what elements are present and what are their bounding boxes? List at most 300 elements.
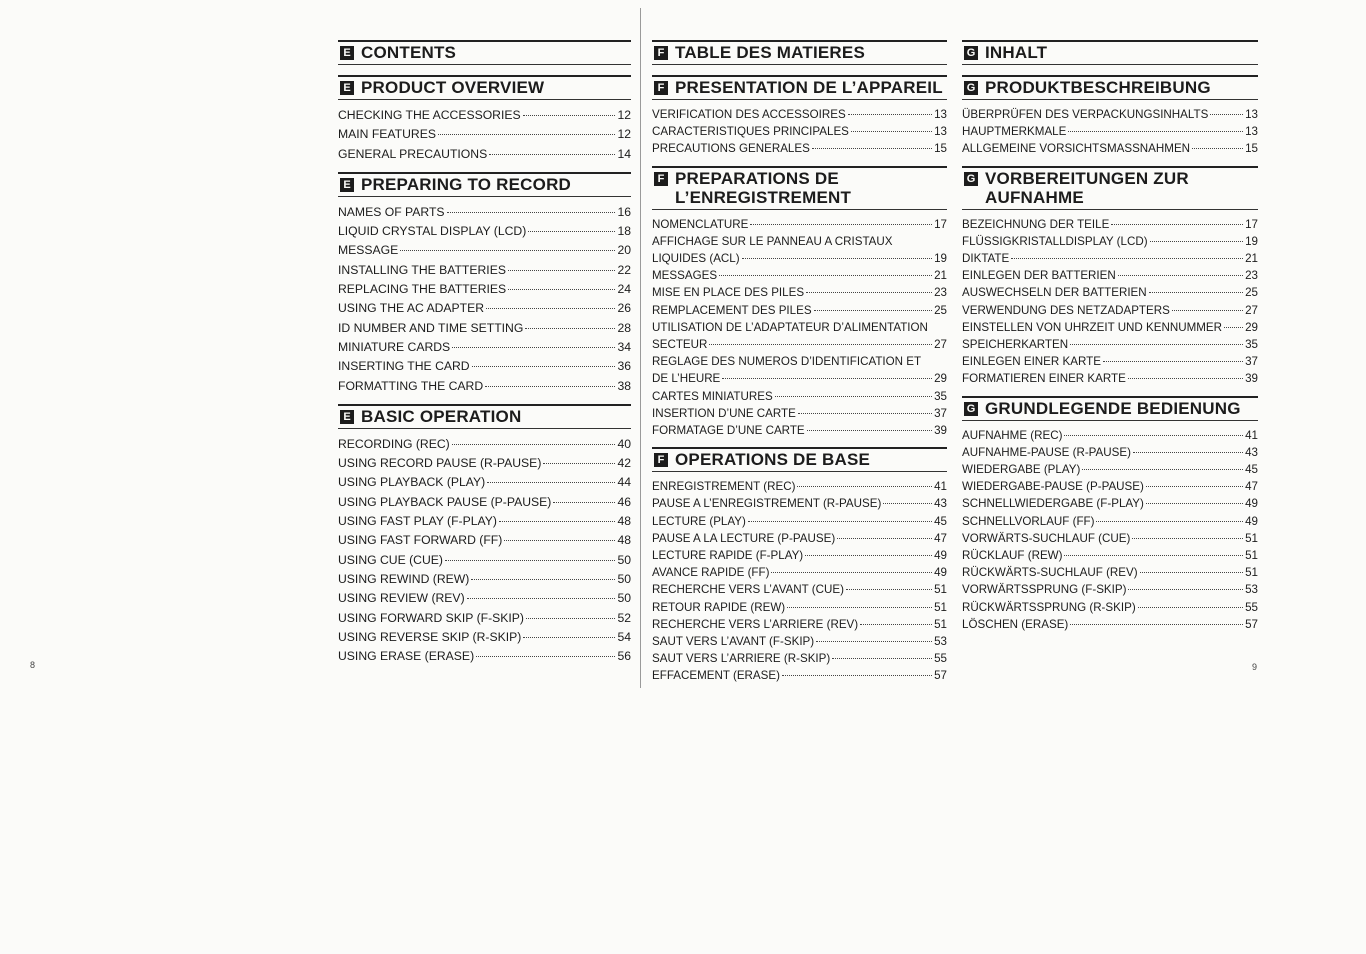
dot-leader [543, 463, 615, 464]
language-badge-e: E [340, 178, 354, 192]
toc-entry[interactable] [338, 319, 631, 338]
toc-entry-wrapped-line[interactable]: AFFICHAGE SUR LE PANNEAU A CRISTAUX [652, 234, 893, 248]
toc-entry[interactable] [338, 357, 631, 376]
toc-entry-label: DIKTATE [962, 252, 1010, 266]
toc-entry-page: 51 [934, 583, 947, 597]
page-number-right: 9 [1252, 662, 1258, 672]
toc-entry-wrapped-line[interactable]: UTILISATION DE L’ADAPTATEUR D’ALIMENTATION [652, 320, 928, 334]
toc-entry-page: 29 [1245, 320, 1258, 334]
toc-entry-page: 57 [934, 669, 947, 683]
language-badge-e: E [340, 46, 354, 60]
language-badge-g: G [964, 81, 978, 95]
toc-entry-page: 37 [934, 406, 947, 420]
toc-entry-page: 49 [934, 566, 947, 580]
toc-entry-page: 51 [934, 617, 947, 631]
toc-entry[interactable] [962, 353, 1258, 370]
toc-list-operations [652, 478, 947, 684]
dot-leader [1082, 469, 1243, 470]
toc-entry-page: 48 [617, 514, 631, 529]
toc-entry-page: 56 [617, 649, 631, 664]
dot-leader [1150, 241, 1244, 242]
dot-leader [832, 658, 932, 659]
toc-entry-page: 51 [1245, 549, 1258, 563]
dot-leader [447, 212, 616, 213]
toc-entry-label: PRECAUTIONS GENERALES [652, 142, 810, 156]
dot-leader [1128, 589, 1243, 590]
toc-entry-page: 15 [1245, 142, 1258, 156]
toc-entry[interactable] [338, 609, 631, 628]
toc-entry-page: 43 [934, 497, 947, 511]
toc-entry[interactable] [652, 267, 947, 284]
toc-entry-label: VORWÄRTSSPRUNG (F-SKIP) [962, 583, 1127, 597]
toc-entry[interactable] [338, 531, 631, 550]
dot-leader [523, 115, 616, 116]
toc-entry[interactable] [962, 495, 1258, 512]
toc-entry-page: 15 [934, 142, 947, 156]
toc-entry-page: 25 [1245, 286, 1258, 300]
toc-entry[interactable] [652, 140, 947, 157]
section-title-line: PREPARATIONS DE [675, 168, 839, 188]
language-badge-f: F [654, 453, 668, 467]
toc-entry-label: VERIFICATION DES ACCESSOIRES [652, 108, 846, 121]
toc-entry[interactable] [962, 267, 1258, 284]
toc-entry-page: 18 [617, 224, 631, 239]
toc-entry[interactable] [652, 581, 947, 598]
toc-entry[interactable] [962, 216, 1258, 233]
toc-entry[interactable] [962, 461, 1258, 478]
toc-entry[interactable] [652, 564, 947, 581]
toc-entry[interactable] [338, 241, 631, 260]
language-badge-g: G [964, 402, 978, 416]
toc-entry-page: 49 [1245, 514, 1258, 528]
toc-entry-page: 43 [1245, 445, 1258, 459]
toc-entry-label: EINLEGEN DER BATTERIEN [962, 269, 1116, 283]
contents-heading [962, 40, 1258, 65]
dot-leader [504, 540, 615, 541]
toc-entry-page: 19 [934, 252, 947, 266]
toc-entry-label: INSTALLING THE BATTERIES [338, 262, 506, 277]
toc-entry[interactable] [338, 125, 631, 144]
toc-entry-label: USING REVIEW (REV) [338, 591, 465, 606]
toc-entry[interactable] [962, 233, 1258, 250]
toc-entry-label: SAUT VERS L’ARRIERE (R-SKIP) [652, 652, 831, 666]
dot-leader [1140, 572, 1243, 573]
toc-list-vorbereitungen [962, 216, 1258, 388]
section-title: OPERATIONS DE BASE [675, 450, 871, 470]
toc-entry[interactable] [652, 616, 947, 633]
toc-entry-page: 50 [617, 591, 631, 606]
toc-entry[interactable] [338, 493, 631, 512]
toc-entry[interactable] [338, 628, 631, 647]
toc-entry[interactable] [652, 633, 947, 650]
toc-entry-label: RECORDING (REC) [338, 436, 450, 451]
toc-entry-page: 26 [617, 301, 631, 316]
toc-entry[interactable] [338, 280, 631, 299]
toc-entry-label: REMPLACEMENT DES PILES [652, 303, 812, 317]
toc-entry[interactable] [652, 530, 947, 547]
toc-entry-page: 49 [1245, 497, 1258, 511]
toc-list-basic-operation [338, 435, 631, 667]
toc-entry[interactable] [338, 261, 631, 280]
dot-leader [485, 386, 615, 387]
toc-entry[interactable] [962, 530, 1258, 547]
toc-entry[interactable] [962, 123, 1258, 140]
dot-leader [722, 378, 932, 379]
toc-entry-label: USING REVERSE SKIP (R-SKIP) [338, 629, 522, 644]
toc-entry-label: AUFNAHME-PAUSE (R-PAUSE) [962, 445, 1131, 459]
toc-entry-label: USING THE AC ADAPTER [338, 301, 485, 316]
toc-entry-label: ENREGISTREMENT (REC) [652, 480, 796, 494]
toc-entry-label: INSERTING THE CARD [338, 359, 470, 374]
dot-leader [523, 637, 615, 638]
dot-leader [814, 310, 933, 311]
toc-entry[interactable] [652, 370, 947, 387]
toc-entry-label: ID NUMBER AND TIME SETTING [338, 320, 524, 335]
toc-entry[interactable] [338, 299, 631, 318]
toc-entry-label: GENERAL PRECAUTIONS [338, 146, 488, 161]
toc-entry[interactable] [338, 145, 631, 164]
toc-entry[interactable] [338, 435, 631, 454]
toc-entry-page: 48 [617, 533, 631, 548]
dot-leader [487, 482, 615, 483]
toc-entry[interactable] [338, 647, 631, 666]
toc-entry[interactable] [338, 377, 631, 396]
section-heading-vorbereitungen [962, 166, 1258, 210]
toc-entry-label: BEZEICHNUNG DER TEILE [962, 217, 1110, 231]
toc-entry-label: USING PLAYBACK (PLAY) [338, 475, 486, 490]
dot-leader [1103, 361, 1243, 362]
toc-entry-page: 44 [617, 475, 631, 490]
toc-entry-page: 38 [617, 378, 631, 393]
section-title-line: AUFNAHME [985, 187, 1084, 207]
toc-entry-label: LECTURE (PLAY) [652, 514, 746, 528]
dot-leader [719, 275, 932, 276]
section-heading-grundlegende-bedienung [962, 396, 1258, 421]
toc-entry-label: USING RECORD PAUSE (R-PAUSE) [338, 456, 542, 471]
section-title: BASIC OPERATION [361, 406, 522, 426]
toc-entry-page: 24 [617, 282, 631, 297]
dot-leader [1132, 538, 1243, 539]
language-badge-g: G [964, 172, 978, 186]
toc-entry[interactable] [652, 388, 947, 405]
toc-entry-page: 23 [934, 286, 947, 300]
toc-entry[interactable] [652, 422, 947, 439]
toc-entry-label: ÜBERPRÜFEN DES VERPACKUNGSINHALTS [962, 108, 1209, 121]
dot-leader [1011, 258, 1243, 259]
toc-entry-page: 23 [1245, 269, 1258, 283]
toc-entry-label: RÜCKLAUF (REW) [962, 549, 1063, 563]
dot-leader [1128, 378, 1243, 379]
toc-entry-label: REPLACING THE BATTERIES [338, 282, 507, 297]
toc-entry-label: USING FAST PLAY (F-PLAY) [338, 514, 497, 529]
section-heading-basic-operation [338, 404, 631, 429]
toc-entry-page: 13 [934, 108, 947, 121]
toc-entry-page: 12 [617, 108, 631, 122]
dot-leader [1138, 607, 1243, 608]
toc-entry-page: 55 [1245, 600, 1258, 614]
toc-entry-label: USING ERASE (ERASE) [338, 649, 475, 664]
toc-list-preparations [652, 216, 947, 440]
toc-entry[interactable] [652, 250, 947, 267]
toc-entry[interactable] [962, 284, 1258, 301]
dot-leader [742, 258, 932, 259]
toc-entry-page: 14 [617, 146, 631, 161]
toc-entry-wrapped-line[interactable]: REGLAGE DES NUMEROS D’IDENTIFICATION ET [652, 355, 922, 369]
dot-leader [452, 444, 616, 445]
english-column [338, 40, 631, 674]
toc-entry[interactable] [338, 589, 631, 608]
toc-entry-page: 51 [1245, 531, 1258, 545]
toc-entry[interactable] [652, 495, 947, 512]
toc-entry[interactable] [652, 106, 947, 123]
toc-entry[interactable] [962, 581, 1258, 598]
toc-entry-page: 35 [934, 389, 947, 403]
dot-leader [445, 560, 615, 561]
language-badge-f: F [654, 172, 668, 186]
toc-entry-label: SECTEUR [652, 338, 708, 352]
dot-leader [1210, 114, 1243, 115]
toc-entry[interactable] [962, 478, 1258, 495]
toc-entry[interactable] [962, 427, 1258, 444]
toc-entry-label: LIQUID CRYSTAL DISPLAY (LCD) [338, 224, 527, 239]
toc-entry-label: RÜCKWÄRTSSPRUNG (R-SKIP) [962, 600, 1136, 614]
dot-leader [782, 675, 932, 676]
toc-entry[interactable] [338, 570, 631, 589]
dot-leader [816, 641, 932, 642]
dot-leader [1064, 435, 1243, 436]
toc-entry[interactable] [338, 106, 631, 125]
toc-entry-page: 21 [1245, 252, 1258, 266]
section-heading-product-overview [338, 75, 631, 100]
language-badge-e: E [340, 410, 354, 424]
toc-entry[interactable] [338, 203, 631, 222]
dot-leader [812, 148, 932, 149]
section-title [675, 169, 851, 207]
toc-entry[interactable] [962, 513, 1258, 530]
german-column [962, 40, 1258, 641]
toc-entry-page: 28 [617, 320, 631, 335]
toc-entry[interactable] [338, 512, 631, 531]
dot-leader [883, 503, 932, 504]
toc-entry[interactable] [652, 216, 947, 233]
dot-leader [486, 308, 615, 309]
toc-entry-label: ALLGEMEINE VORSICHTSMASSNAHMEN [962, 142, 1191, 156]
contents-title: TABLE DES MATIERES [675, 43, 865, 62]
dot-leader [1224, 327, 1243, 328]
toc-entry[interactable] [962, 444, 1258, 461]
toc-entry-label: INSERTION D’UNE CARTE [652, 406, 796, 420]
toc-entry[interactable] [338, 473, 631, 492]
toc-entry-label: MESSAGES [652, 269, 718, 283]
toc-entry-label: SPEICHERKARTEN [962, 338, 1069, 352]
toc-entry-page: 29 [934, 372, 947, 386]
toc-entry-label: RETOUR RAPIDE (REW) [652, 600, 786, 614]
dot-leader [472, 366, 616, 367]
section-heading-preparing-to-record [338, 172, 631, 197]
toc-entry-label: FORMATIEREN EINER KARTE [962, 372, 1126, 386]
section-heading-preparations [652, 166, 947, 210]
section-title: PRESENTATION DE L’APPAREIL [675, 78, 943, 97]
toc-entry-label: CARTES MINIATURES [652, 389, 773, 403]
toc-entry[interactable] [652, 336, 947, 353]
toc-entry-page: 20 [617, 243, 631, 258]
dot-leader [508, 270, 615, 271]
toc-entry[interactable] [962, 616, 1258, 633]
dot-leader [1068, 131, 1243, 132]
dot-leader [851, 131, 932, 132]
toc-entry-label: EINSTELLEN VON UHRZEIT UND KENNUMMER [962, 320, 1223, 334]
toc-entry-label: VERWENDUNG DES NETZADAPTERS [962, 303, 1170, 317]
dot-leader [1192, 148, 1243, 149]
toc-entry-label: USING PLAYBACK PAUSE (P-PAUSE) [338, 494, 552, 509]
toc-entry-label: EFFACEMENT (ERASE) [652, 669, 780, 683]
toc-entry-page: 45 [1245, 463, 1258, 477]
toc-entry[interactable] [652, 513, 947, 530]
section-heading-presentation [652, 75, 947, 100]
toc-entry-page: 45 [934, 514, 947, 528]
dot-leader [438, 134, 615, 135]
dot-leader [709, 344, 932, 345]
section-title: PREPARING TO RECORD [361, 174, 572, 194]
toc-entry-label: NAMES OF PARTS [338, 204, 445, 219]
dot-leader [806, 292, 932, 293]
toc-entry[interactable] [652, 123, 947, 140]
toc-entry-page: 27 [934, 338, 947, 352]
dot-leader [750, 224, 932, 225]
dot-leader [476, 656, 615, 657]
toc-entry-page: 50 [617, 552, 631, 567]
toc-entry[interactable] [338, 454, 631, 473]
toc-entry-page: 17 [934, 217, 947, 231]
dot-leader [499, 521, 616, 522]
dot-leader [400, 250, 615, 251]
toc-entry-page: 53 [1245, 583, 1258, 597]
toc-entry[interactable] [962, 370, 1258, 387]
language-badge-f: F [654, 81, 668, 95]
toc-entry-page: 25 [934, 303, 947, 317]
section-heading-operations [652, 447, 947, 472]
toc-list-grundlegende-bedienung [962, 427, 1258, 633]
toc-entry[interactable] [962, 547, 1258, 564]
toc-entry-page: 17 [1245, 217, 1258, 231]
section-title: PRODUKTBESCHREIBUNG [985, 78, 1211, 97]
toc-entry-label: HAUPTMERKMALE [962, 125, 1067, 139]
toc-entry[interactable] [652, 302, 947, 319]
toc-entry-label: WIEDERGABE-PAUSE (P-PAUSE) [962, 480, 1144, 494]
toc-entry[interactable] [962, 302, 1258, 319]
toc-entry-page: 13 [1245, 125, 1258, 139]
toc-entry-label: CHECKING THE ACCESSORIES [338, 108, 521, 122]
contents-heading [338, 40, 631, 65]
toc-entry[interactable] [338, 222, 631, 241]
toc-entry[interactable] [338, 551, 631, 570]
toc-entry[interactable] [962, 599, 1258, 616]
toc-entry-page: 52 [617, 610, 631, 625]
dot-leader [489, 154, 615, 155]
toc-entry-page: 47 [934, 531, 947, 545]
dot-leader [1064, 555, 1243, 556]
toc-entry-label: USING FORWARD SKIP (F-SKIP) [338, 610, 524, 625]
toc-entry-label: RÜCKWÄRTS-SUCHLAUF (REV) [962, 566, 1138, 580]
dot-leader [1096, 521, 1243, 522]
toc-entry-label: MAIN FEATURES [338, 127, 436, 142]
toc-entry-label: NOMENCLATURE [652, 217, 749, 231]
dot-leader [848, 114, 932, 115]
toc-entry[interactable] [338, 338, 631, 357]
toc-entry[interactable] [962, 106, 1258, 123]
toc-entry-label: PAUSE A L’ENREGISTREMENT (R-PAUSE) [652, 497, 882, 511]
dot-leader [1172, 310, 1243, 311]
section-title: GRUNDLEGENDE BEDIENUNG [985, 398, 1241, 418]
language-badge-f: F [654, 46, 668, 60]
section-title [985, 169, 1189, 207]
toc-entry[interactable] [962, 250, 1258, 267]
toc-entry-page: 42 [617, 456, 631, 471]
toc-entry-page: 50 [617, 571, 631, 586]
dot-leader [1149, 292, 1243, 293]
dot-leader [467, 598, 616, 599]
toc-entry-page: 41 [1245, 428, 1258, 442]
section-title: PRODUCT OVERVIEW [361, 78, 545, 97]
toc-entry[interactable] [962, 564, 1258, 581]
toc-entry-label: AUFNAHME (REC) [962, 428, 1063, 442]
toc-entry[interactable] [652, 284, 947, 301]
toc-entry[interactable] [962, 336, 1258, 353]
dot-leader [1070, 344, 1243, 345]
toc-entry[interactable] [652, 547, 947, 564]
toc-entry-page: 39 [1245, 372, 1258, 386]
toc-entry[interactable] [652, 599, 947, 616]
toc-entry[interactable] [652, 667, 947, 684]
toc-entry-page: 16 [617, 204, 631, 219]
toc-entry-page: 47 [1245, 480, 1258, 494]
toc-entry[interactable] [652, 650, 947, 667]
dot-leader [846, 589, 932, 590]
toc-entry-label: SAUT VERS L’AVANT (F-SKIP) [652, 635, 815, 649]
toc-entry-page: 55 [934, 652, 947, 666]
toc-entry-label: MINIATURE CARDS [338, 339, 451, 354]
dot-leader [787, 607, 932, 608]
toc-entry[interactable] [652, 405, 947, 422]
toc-list-product-overview [338, 106, 631, 164]
dot-leader [1133, 452, 1243, 453]
toc-entry-label: FLÜSSIGKRISTALLDISPLAY (LCD) [962, 234, 1148, 248]
contents-title: CONTENTS [361, 43, 457, 62]
toc-entry-page: 27 [1245, 303, 1258, 317]
toc-entry[interactable] [962, 140, 1258, 157]
toc-entry-label: EINLEGEN EINER KARTE [962, 355, 1101, 369]
toc-entry-page: 19 [1245, 234, 1258, 248]
dot-leader [805, 555, 932, 556]
toc-entry-label: MESSAGE [338, 243, 399, 258]
toc-list-presentation [652, 106, 947, 158]
language-badge-e: E [340, 81, 354, 95]
dot-leader [837, 538, 932, 539]
dot-leader [1146, 486, 1243, 487]
toc-entry[interactable] [962, 319, 1258, 336]
toc-entry[interactable] [652, 478, 947, 495]
french-column [652, 40, 947, 693]
language-badge-g: G [964, 46, 978, 60]
dot-leader [798, 413, 932, 414]
dot-leader [1070, 624, 1243, 625]
dot-leader [452, 347, 615, 348]
section-title-line: L’ENREGISTREMENT [675, 187, 852, 207]
section-title-line: VORBEREITUNGEN ZUR [985, 168, 1189, 188]
dot-leader [1146, 503, 1243, 504]
toc-entry-label: LECTURE RAPIDE (F-PLAY) [652, 549, 804, 563]
toc-entry-page: 39 [934, 424, 947, 438]
